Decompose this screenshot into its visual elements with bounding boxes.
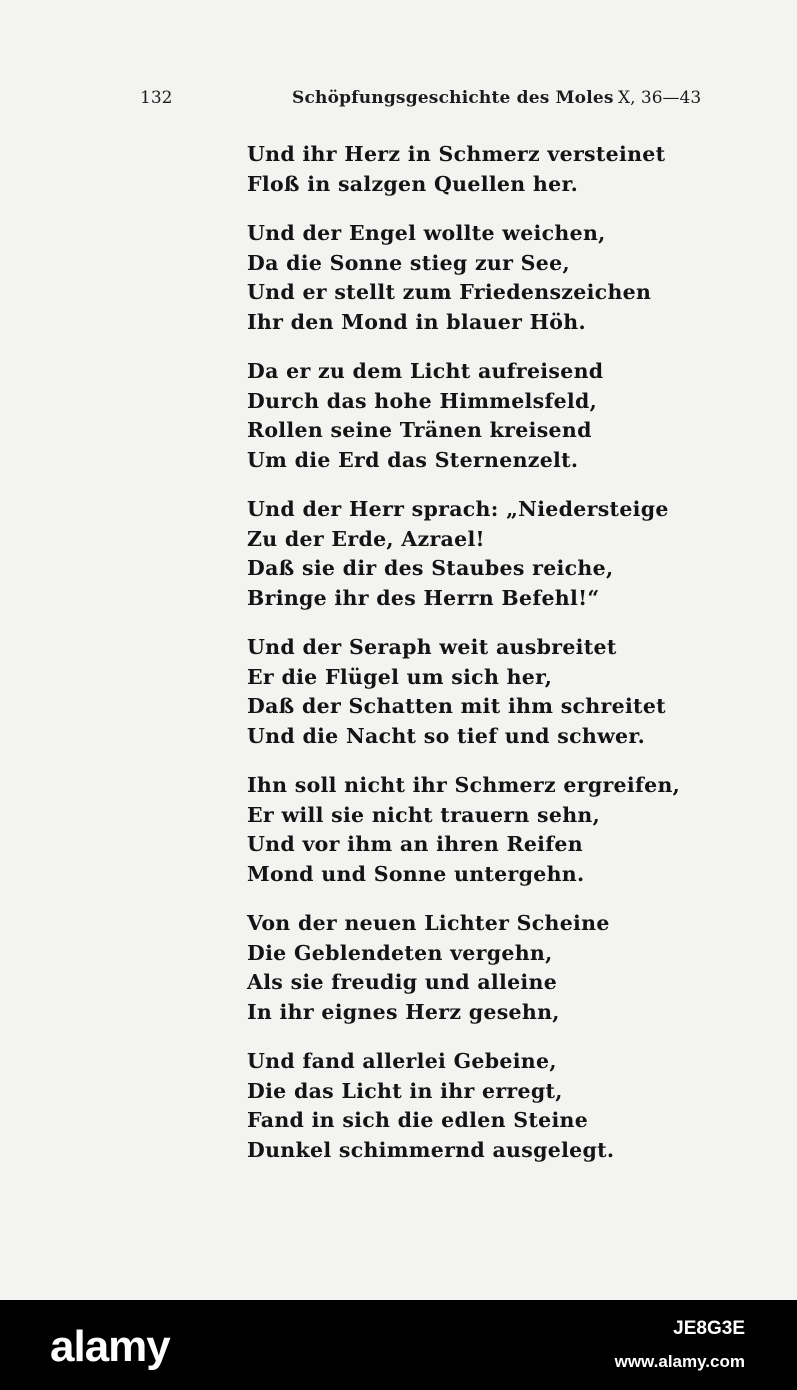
site-url: www.alamy.com <box>614 1352 745 1371</box>
stanza <box>247 909 627 1027</box>
poem-line: Ihr den Mond in blauer Höh. <box>247 309 586 334</box>
poem-body <box>247 140 681 1165</box>
poem-line: Die Geblendeten vergehn, <box>247 940 553 965</box>
poem-line: Dunkel schimmernd ausgelegt. <box>247 1137 615 1162</box>
stanza <box>247 771 681 889</box>
poem-line: Da die Sonne stieg zur See, <box>247 250 570 275</box>
poem-line: Um die Erd das Sternenzelt. <box>247 447 579 472</box>
poem-line: Und vor ihm an ihren Reifen <box>247 832 583 856</box>
poem-line: Und fand allerlei Gebeine, <box>247 1049 557 1073</box>
poem-line: Und die Nacht so tief und schwer. <box>247 723 646 748</box>
poem-line: Und der Engel wollte weichen, <box>247 221 606 245</box>
poem-line: Daß sie dir des Staubes reiche, <box>247 556 614 580</box>
poem-line: Rollen seine Tränen kreisend <box>247 418 592 442</box>
poem-line: In ihr eignes Herz gesehn, <box>247 999 560 1024</box>
verse-reference: X, 36—43 <box>618 88 702 108</box>
stanza <box>247 1047 627 1165</box>
poem-line: Von der neuen Lichter Scheine <box>247 911 610 935</box>
poem-line: Durch das hohe Himmelsfeld, <box>247 388 598 413</box>
poem-line: Die das Licht in ihr erregt, <box>247 1078 563 1103</box>
image-id: JE8G3E <box>673 1318 745 1339</box>
stanza <box>247 357 627 475</box>
poem-line: Und der Herr sprach: „Niedersteige <box>247 497 669 521</box>
poem-line: Daß der Schatten mit ihm schreitet <box>247 694 666 718</box>
poem-line: Und der Seraph weit ausbreitet <box>247 635 617 659</box>
poem-line: Mond und Sonne untergehn. <box>247 861 585 886</box>
poem-line: Als sie freudig und alleine <box>247 970 558 994</box>
page-number: 132 <box>140 88 173 108</box>
running-title: Schöpfungsgeschichte des Moles <box>292 88 614 108</box>
stanza <box>247 495 669 613</box>
poem-line: Er will sie nicht trauern sehn, <box>247 802 601 827</box>
poem-line: Floß in salzgen Quellen her. <box>247 171 579 196</box>
poem-line: Er die Flügel um sich her, <box>247 664 553 689</box>
poem-line: Da er zu dem Licht aufreisend <box>247 359 604 383</box>
poem-line: Ihn soll nicht ihr Schmerz ergreifen, <box>247 773 681 797</box>
stanza <box>247 140 666 199</box>
stanza <box>247 633 666 751</box>
poem-line: Zu der Erde, Azrael! <box>247 526 485 551</box>
poem-line: Und er stellt zum Friedenszeichen <box>247 280 652 304</box>
stanza <box>247 219 652 337</box>
poem-line: Bringe ihr des Herrn Befehl!“ <box>247 585 600 610</box>
page-header <box>0 88 797 118</box>
watermark-bar <box>0 1300 797 1390</box>
poem-line: Und ihr Herz in Schmerz versteinet <box>247 142 666 166</box>
poem-line: Fand in sich die edlen Steine <box>247 1108 589 1132</box>
alamy-logo: alamy <box>50 1322 170 1371</box>
